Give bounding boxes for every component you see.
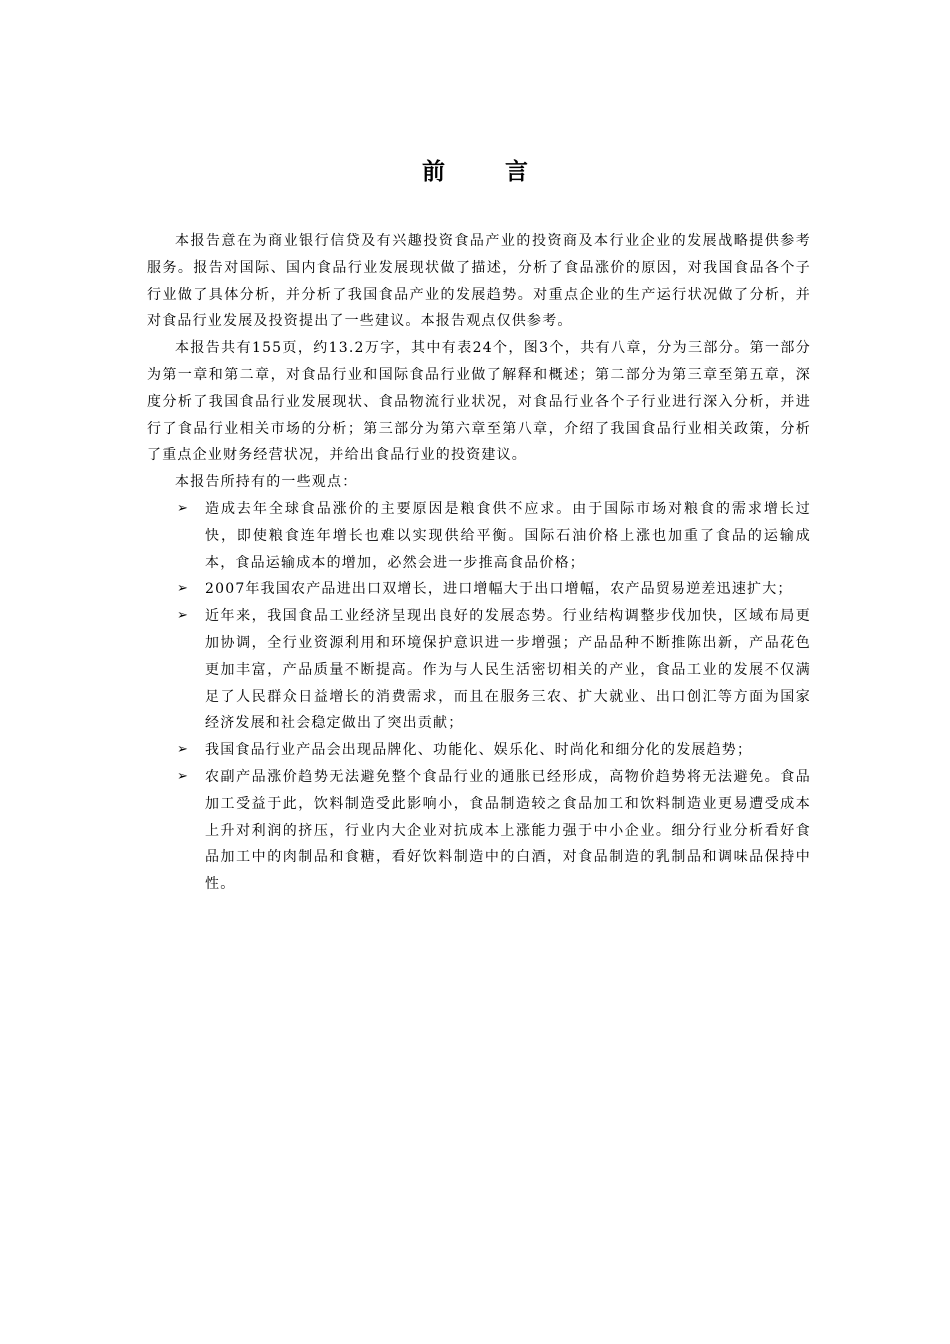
list-item-text: 农副产品涨价趋势无法避免整个食品行业的通胀已经形成，高物价趋势将无法避免。食品加工受益于此，饮料制造受此影响小，食品制造较之食品加工和饮料制造业更易遭受成本上升对利润的挤压，行业内大企业对抗成本上涨能力强于中小企业。细分行业分析看好食品加工中的肉制品和食糖，看好饮料制造中的白酒，对食品制造的乳制品和调味品保持中性。 [205, 768, 811, 893]
list-item-text: 造成去年全球食品涨价的主要原因是粮食供不应求。由于国际市场对粮食的需求增长过快，即使粮食连年增长也难以实现供给平衡。国际石油价格上涨也加重了食品的运输成本，食品运输成本的增加，必然会进一步推高食品价格； [205, 500, 811, 571]
list-item-text: 2007年我国农产品进出口双增长，进口增幅大于出口增幅，农产品贸易逆差迅速扩大； [205, 581, 793, 598]
list-item [147, 576, 811, 603]
list-item [147, 737, 811, 764]
paragraph-viewpoints-intro: 本报告所持有的一些观点： [175, 474, 358, 491]
paragraph-structure: 本报告共有155页，约13.2万字，其中有表24个，图3个，共有八章，分为三部分。第一部分为第一章和第二章，对食品行业和国际食品行业做了解释和概述；第二部分为第三章至第五章，深度分析了我国食品行业发展现状、食品物流行业状况，对食品行业各个子行业进行深入分析，并进行了食品行业相关市场的分析；第三部分为第六章至第八章，介绍了我国食品行业相关政策，分析了重点企业财务经营状况，并给出食品行业的投资建议。 [147, 340, 811, 464]
list-item [147, 496, 811, 576]
preface-body [147, 228, 811, 898]
viewpoints-list [147, 496, 811, 898]
list-item [147, 764, 811, 898]
arrow-bullet-icon: ➢ [177, 608, 190, 624]
page-title: 前 言 [421, 158, 554, 185]
paragraph-purpose: 本报告意在为商业银行信贷及有兴趣投资食品产业的投资商及本行业企业的发展战略提供参考服务。报告对国际、国内食品行业发展现状做了描述，分析了食品涨价的原因，对我国食品各个子行业做了具体分析，并分析了我国食品产业的发展趋势。对重点企业的生产运行状况做了分析，并对食品行业发展及投资提出了一些建议。本报告观点仅供参考。 [147, 233, 811, 330]
arrow-bullet-icon: ➢ [177, 581, 190, 597]
list-item-text: 近年来，我国食品工业经济呈现出良好的发展态势。行业结构调整步伐加快，区域布局更加协调，全行业资源利用和环境保护意识进一步增强；产品品种不断推陈出新，产品花色更加丰富，产品质量不断提高。作为与人民生活密切相关的产业，食品工业的发展不仅满足了人民群众日益增长的消费需求，而且在服务三农、扩大就业、出口创汇等方面为国家经济发展和社会稳定做出了突出贡献； [205, 608, 811, 732]
arrow-bullet-icon: ➢ [177, 500, 190, 516]
arrow-bullet-icon: ➢ [177, 742, 190, 758]
list-item [147, 603, 811, 737]
arrow-bullet-icon: ➢ [177, 768, 190, 784]
list-item-text: 我国食品行业产品会出现品牌化、功能化、娱乐化、时尚化和细分化的发展趋势； [205, 742, 753, 759]
